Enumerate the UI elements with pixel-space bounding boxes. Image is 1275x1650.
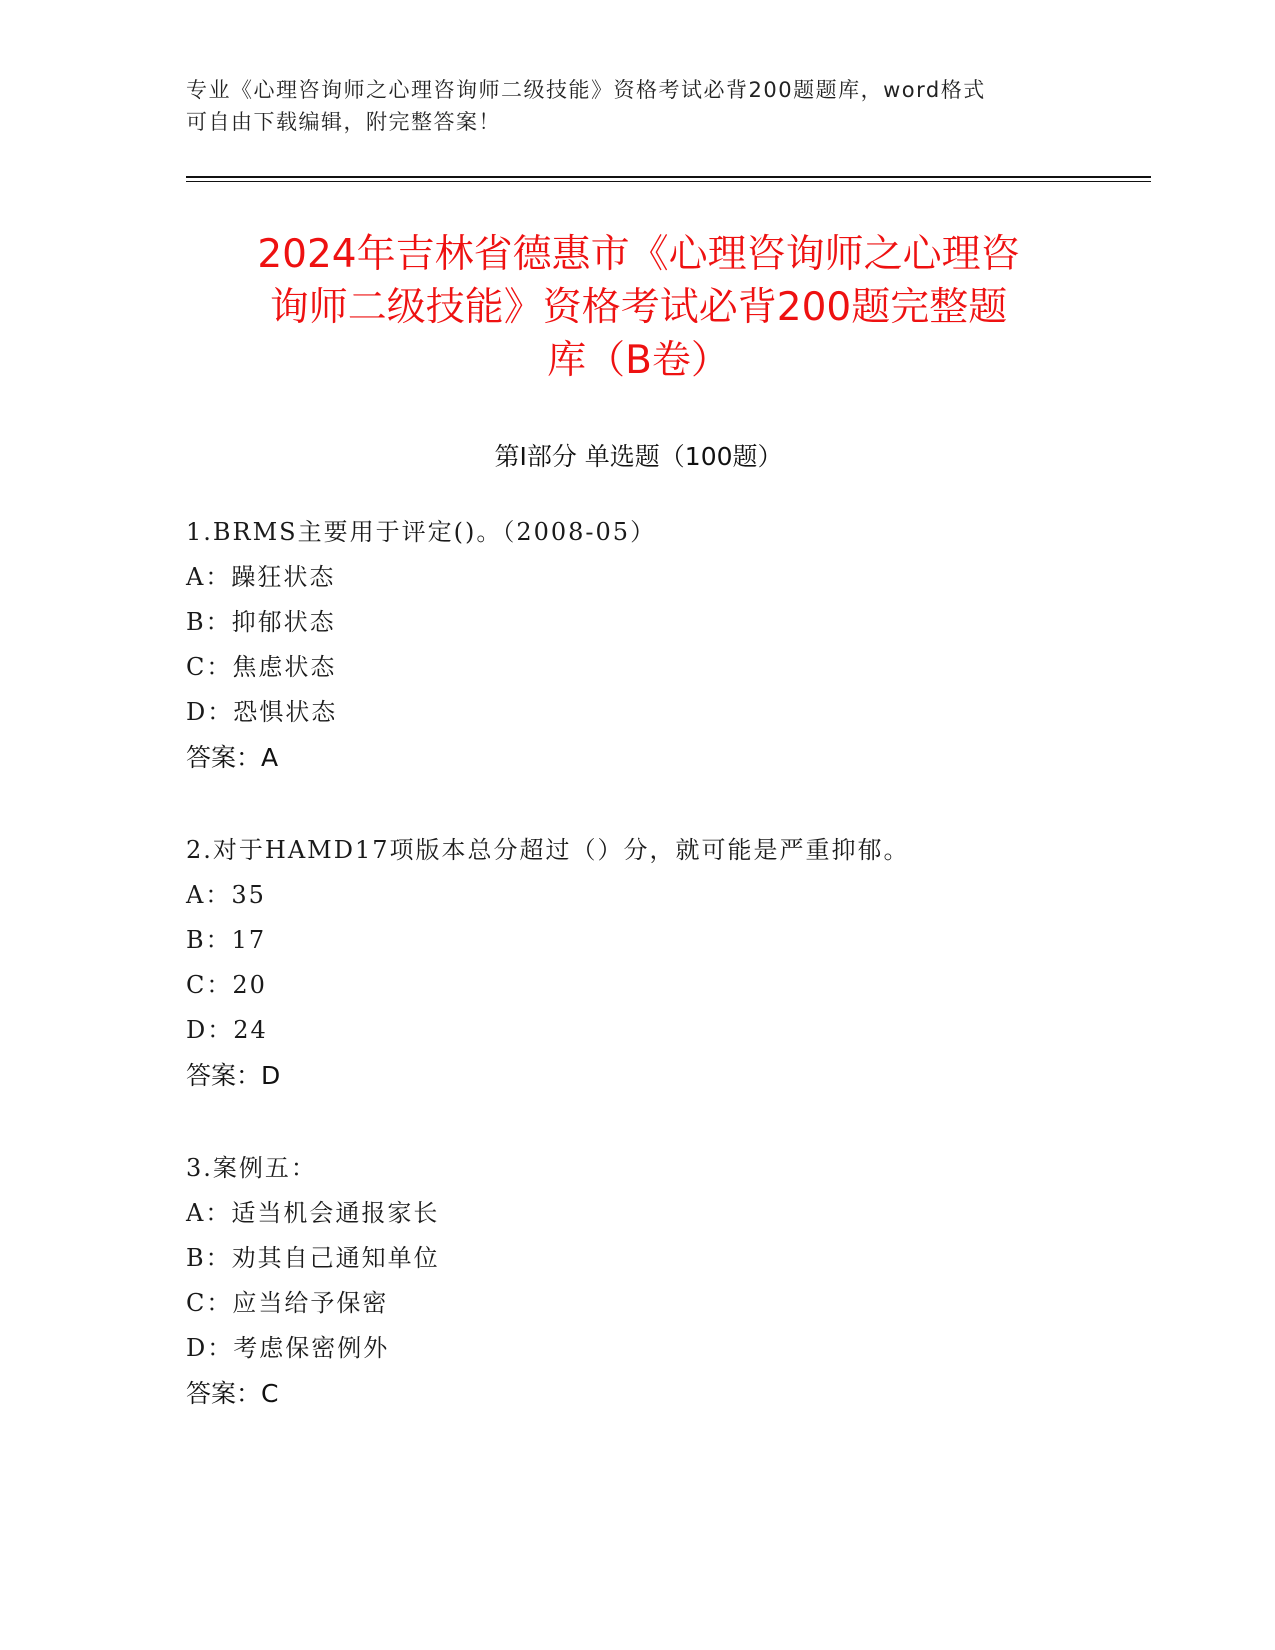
option-a: A：适当机会通报家长 [186,1199,440,1227]
option-d: D：恐惧状态 [186,698,338,726]
option-c: C：应当给予保密 [186,1289,389,1317]
option-a: A：躁狂状态 [186,563,336,591]
title-line: 询师二级技能》资格考试必背200题完整题 [269,285,1008,330]
option-b: B：17 [186,926,267,954]
option-c: C：20 [186,971,267,999]
option-a: A：35 [186,881,266,909]
header-divider [186,176,1151,178]
option-b: B：抑郁状态 [186,608,336,636]
question-item [186,510,1086,780]
question-item [186,828,1086,1098]
header-note [186,74,1066,138]
header-divider-thin [186,181,1151,182]
section-heading: 第Ⅰ部分 单选题（100题） [494,442,783,471]
header-note-line: 专业《心理咨询师之心理咨询师二级技能》资格考试必背200题题库，word格式 [186,78,986,102]
option-d: D：考虑保密例外 [186,1334,390,1362]
option-c: C：焦虑状态 [186,653,337,681]
option-d: D：24 [186,1016,268,1044]
document-title [186,228,1091,387]
question-stem: 1.BRMS主要用于评定()。（2008-05） [186,518,657,546]
answer-line: 答案：A [186,743,279,772]
question-item [186,1146,1086,1416]
question-stem: 2.对于HAMD17项版本总分超过（）分，就可能是严重抑郁。 [186,836,910,864]
title-line: 库（B卷） [547,338,730,383]
header-note-line: 可自由下载编辑，附完整答案！ [186,110,501,134]
answer-line: 答案：D [186,1061,281,1090]
answer-line: 答案：C [186,1379,279,1408]
title-line: 2024年吉林省德惠市《心理咨询师之心理咨 [257,232,1020,277]
option-b: B：劝其自己通知单位 [186,1244,440,1272]
question-stem: 3.案例五： [186,1154,317,1182]
